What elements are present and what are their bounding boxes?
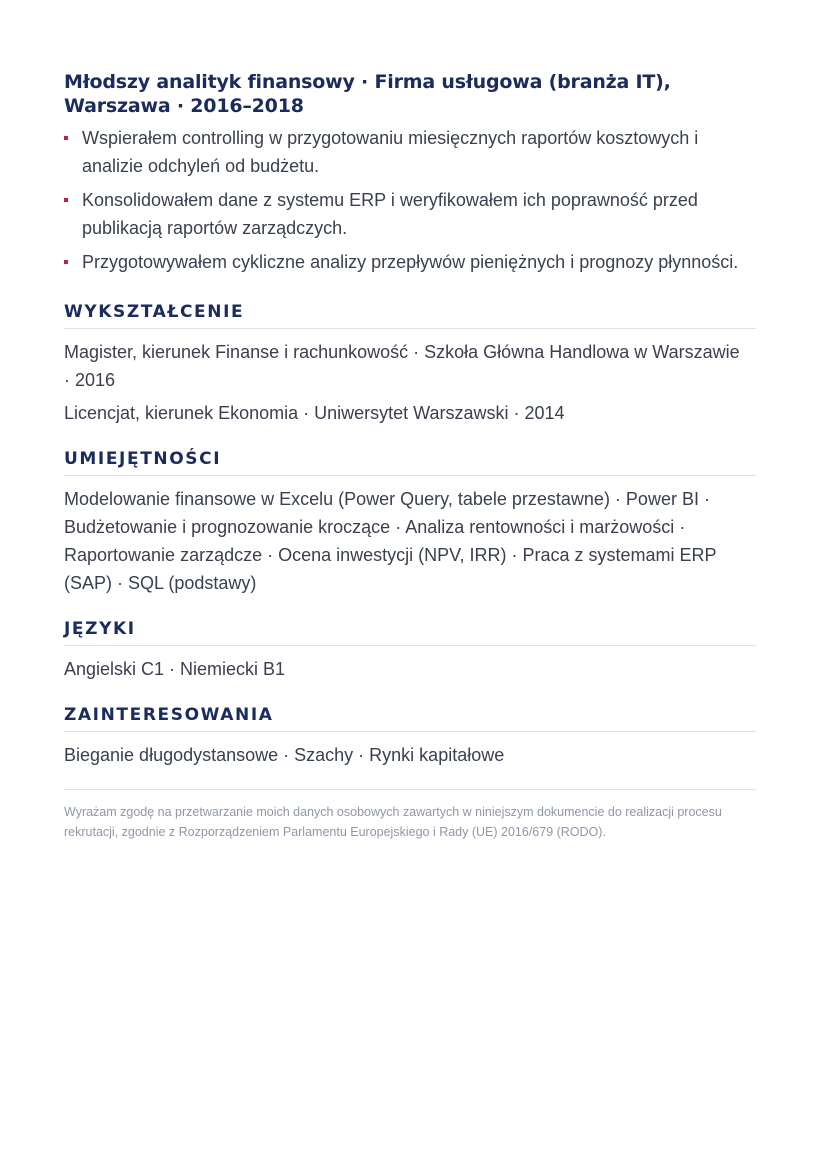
section-title-languages: JĘZYKI [64, 619, 756, 646]
education-entry: Licencjat, kierunek Ekonomia · Uniwersytet Warszawski · 2014 [64, 403, 565, 423]
interests-text: Bieganie długodystansowe · Szachy · Rynki kapitałowe [64, 745, 505, 765]
gdpr-consent-clause: Wyrażam zgodę na przetwarzanie moich danych osobowych zawartych w niniejszym dokumencie do realizacji procesu rekrutacji, zgodnie z Rozporządzeniem Parlamentu Europejskiego i Rady (UE) 2016/679 (RODO). [64, 789, 756, 842]
experience-entry [64, 70, 756, 276]
bullet-marker-icon [64, 260, 68, 264]
list-item [64, 248, 758, 276]
list-item [64, 186, 758, 242]
bullet-text: Konsolidowałem dane z systemu ERP i weryfikowałem ich poprawność przed publikacją raportów zarządczych. [82, 190, 698, 238]
interests-section [64, 705, 756, 769]
education-entry: Magister, kierunek Finanse i rachunkowość · Szkoła Główna Handlowa w Warszawie · 2016 [64, 342, 740, 390]
list-item [64, 124, 758, 180]
languages-section [64, 619, 756, 683]
skills-text: Modelowanie finansowe w Excelu (Power Query, tabele przestawne) · Power BI · Budżetowanie i prognozowanie kroczące · Analiza rentowności i marżowości · Raportowanie zarządcze · Ocena inwestycji (NPV, IRR) · Praca z systemami ERP (SAP) · SQL (podstawy) [64, 489, 717, 593]
section-title-interests: ZAINTERESOWANIA [64, 705, 756, 732]
bullet-marker-icon [64, 136, 68, 140]
bullet-text: Przygotowywałem cykliczne analizy przepływów pieniężnych i prognozy płynności. [82, 252, 739, 272]
languages-text: Angielski C1 · Niemiecki B1 [64, 659, 286, 679]
education-body [64, 338, 744, 427]
job-title: Młodszy analityk finansowy · Firma usługowa (branża IT), Warszawa · 2016–2018 [64, 71, 671, 117]
education-section [64, 302, 756, 427]
section-title-skills: UMIEJĘTNOŚCI [64, 449, 756, 476]
skills-section [64, 449, 756, 597]
bullet-marker-icon [64, 198, 68, 202]
responsibilities-list [64, 124, 756, 276]
section-title-education: WYKSZTAŁCENIE [64, 302, 756, 329]
bullet-text: Wspierałem controlling w przygotowaniu miesięcznych raportów kosztowych i analizie odchyleń od budżetu. [82, 128, 699, 176]
